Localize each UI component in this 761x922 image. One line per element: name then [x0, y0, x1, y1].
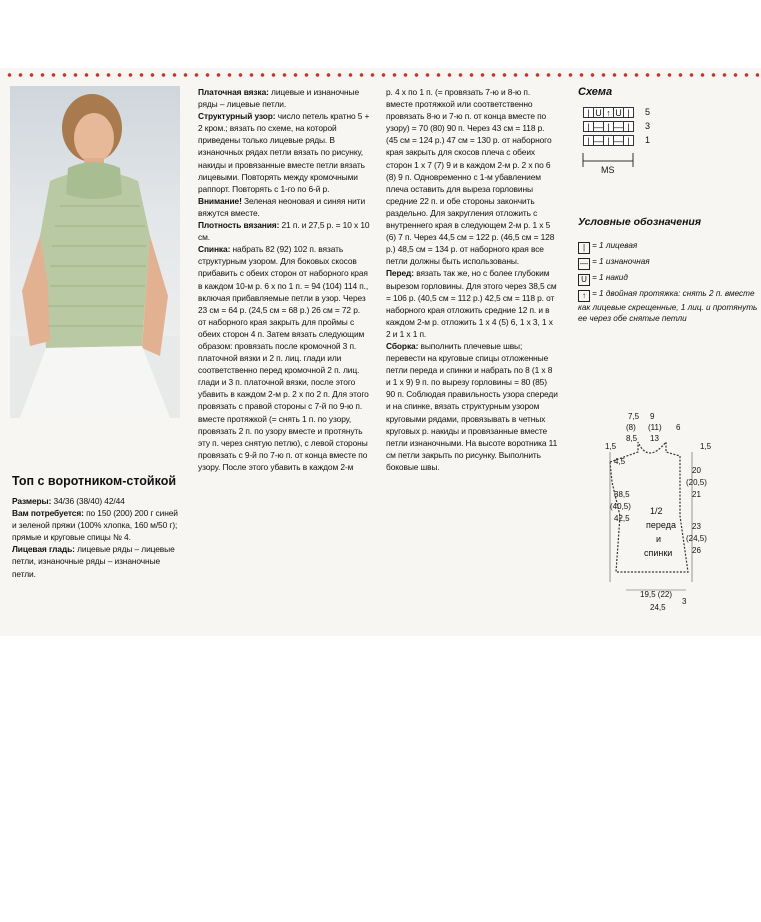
- stockinette-paragraph: Лицевая гладь: лицевые ряды – лицевые петли, изнаночные ряды – изнаночные петли.: [12, 544, 175, 579]
- gauge-paragraph: Плотность вязания: 21 п. и 27,5 р. = 10 х 10 см.: [198, 220, 370, 243]
- chart-cell: |: [623, 121, 634, 132]
- legend-title: Условные обозначения: [578, 216, 702, 228]
- dim-label: 24,5: [650, 603, 666, 612]
- chart-cell: U: [613, 107, 624, 118]
- chart-cell: |: [623, 107, 634, 118]
- back-continued-paragraph: р. 4 х по 1 п. (= провязать 7-ю и 8-ю п. вместе протяжкой или соответственно провязать 8-ю и 7-ю п. от конца вместе по узору) = 70 (80) 90 п. Через 43 см = 118 р. (45 см = 124 р.) 47 см = 130 р. от наборного края закрыть для скосов плеча с обеих сторон 1 х 7 (7) 9 и в каждом 2-м р. 2 х по 6 (8) 9 п. Одновременно с 1-м убавлением плеча оставить для выреза горловины средние 22 п. и обе стороны закончить раздельно. Для закругления отложить с внутреннего края в следующем 2-м р. 1 х 5 (6) 7 п. Через 44,5 см = 122 р. (46,5 см = 128 р.) 48,5 см = 134 р. от наборного края все петли должны быть использованы.: [386, 87, 555, 267]
- dim-label: 26: [692, 546, 701, 555]
- dim-label: 1,5: [605, 442, 617, 451]
- chart-cell: —: [594, 122, 603, 132]
- diagram-center-label: переда: [646, 520, 676, 530]
- dim-label: 8,5: [626, 434, 638, 443]
- legend-item-purl: — = 1 изнаночная: [580, 257, 650, 268]
- dim-label: (11): [648, 423, 662, 432]
- chart-cell: |: [603, 135, 614, 146]
- dim-label: 23: [692, 522, 701, 531]
- dim-label: (40,5): [610, 502, 631, 511]
- dim-label: (20,5): [686, 478, 707, 487]
- attention-paragraph: Внимание! Зеленая неоновая и синяя нити вяжутся вместе.: [198, 195, 366, 218]
- garter-paragraph: Платочная вязка: лицевые и изнаночные ряды – лицевые петли.: [198, 87, 360, 110]
- dim-label: 9: [650, 412, 655, 421]
- dim-label: (8): [626, 423, 636, 432]
- chart-cell: —: [614, 136, 623, 146]
- chart-cell: |: [583, 107, 594, 118]
- legend-item-knit: | = 1 лицевая: [578, 240, 758, 254]
- pattern-paragraph: Структурный узор: число петель кратно 5 + 2 кром.; вязать по схеме, на которой приведены только лицевые ряды. В изнаночных рядах петли вязать по рисунку, накиды и провязанные вместе петли вязать лицевыми. Повторять между кромочными раппорт. Повторять с 1-го по 6-й р.: [198, 111, 370, 194]
- instructions-column-2: [198, 86, 370, 473]
- legend-item-yarnover: U = 1 накид: [578, 272, 758, 286]
- intro-column: [12, 495, 180, 580]
- dim-label: 1,5: [700, 442, 712, 451]
- diagram-center-label: спинки: [644, 548, 673, 558]
- schema-title: Схема: [578, 86, 613, 98]
- materials-paragraph: Вам потребуется: по 150 (200) 200 г синей и зеленой пряжи (100% хлопка, 160 м/50 г); прямые и круговые спицы № 4.: [12, 508, 178, 543]
- chart-cell: —: [594, 136, 603, 146]
- sizes-paragraph: Размеры: 34/36 (38/40) 42/44: [12, 496, 125, 506]
- row-number: 1: [645, 135, 651, 145]
- dim-label: 20: [692, 466, 701, 475]
- dim-label: 7,5: [628, 412, 640, 421]
- dim-label: 13: [650, 434, 659, 443]
- dim-label: 38,5: [614, 490, 630, 499]
- dim-label: 42,5: [614, 514, 630, 523]
- repeat-label: MS: [601, 165, 615, 175]
- decorative-dotted-border: [4, 72, 759, 78]
- dim-label: 19,5 (22): [640, 590, 673, 599]
- dim-label: (24,5): [686, 534, 707, 543]
- diagram-center-label: и: [656, 534, 662, 544]
- row-number: 3: [645, 121, 651, 131]
- chart-cell: U: [593, 107, 604, 118]
- dim-label: 4,5: [614, 457, 626, 466]
- legend-item-double-decrease: ↑ = 1 двойная протяжка: снять 2 п. вместе как лицевые скрещенные, 1 лиц. и протянуть ее через обе снятые петли: [578, 289, 758, 323]
- dim-label: 6: [676, 423, 681, 432]
- chart-cell: |: [583, 135, 594, 146]
- diagram-center-label: 1/2: [650, 506, 663, 516]
- chart-cell: |: [603, 121, 614, 132]
- back-paragraph: Спинка: набрать 82 (92) 102 п. вязать структурным узором. Для боковых скосов прибавить с обеих сторон от наборного края в каждом 10-м р. 6 х по 1 п. = 94 (104) 114 п., включая прибавляемые петли в узор. Через 23 см = 64 р. (24,5 см = 68 р.) 26 см = 72 р. от наборного края закрыть для проймы с обеих сторон 4 п. Затем вязать следующим образом: провязать после кромочной 3 п. платочной вязки и 2 п. лиц. глади или соответственно перед кромочной 2 п. лиц. глади и 3 п. платочной вязки, после этого убавить в каждом 2-м р. 2 х по 2 п. Для этого провязать с правой стороны с 7-й по 9-ю п. вместе протяжкой (= снять 1 п. по узору, провязать 2 п. по узору вместе и протянуть эту п. через снятую петлю), с левой стороны провязать с 9-й по 7-ю п. от конца вместе по узору. После этого убавить в каждом 2-м: [198, 244, 369, 472]
- instructions-column-3: [386, 86, 558, 473]
- chart-cell: |: [583, 121, 594, 132]
- chart-cell: —: [614, 122, 623, 132]
- article-title: Топ с воротником-стойкой: [12, 474, 177, 488]
- dim-label: 3: [682, 597, 687, 606]
- chart-cell: ↑: [603, 107, 614, 118]
- chart-cell: |: [623, 135, 634, 146]
- dim-label: 21: [692, 490, 701, 499]
- assembly-paragraph: Сборка: выполнить плечевые швы; перевести на круговые спицы отложенные петли переда и спинки и набрать по 8 (1 х 8 и 1 х 9) 9 п. по вырезу горловины = 80 (85) 90 п. Соблюдая правильность узора спереди и на спинке, вязать структурным узором круговыми рядами, провязывать в четных круговых р. накиды и провязанные вместе петли изнаночными. На высоте воротника 11 см петли закрыть по рисунку. Выполнить боковые швы.: [386, 340, 558, 472]
- model-photo: [10, 86, 180, 418]
- front-paragraph: Перед: вязать так же, но с более глубоким вырезом горловины. Для этого через 38,5 см = 106 р. (40,5 см = 112 р.) 42,5 см = 118 р. от наборного края отложить средние 12 п. и в каждом 2-м р. отложить 1 х 4 (5) 6, 1 х 3, 1 х 2 и 1 х 1 п.: [386, 268, 557, 339]
- row-number: 5: [645, 107, 651, 117]
